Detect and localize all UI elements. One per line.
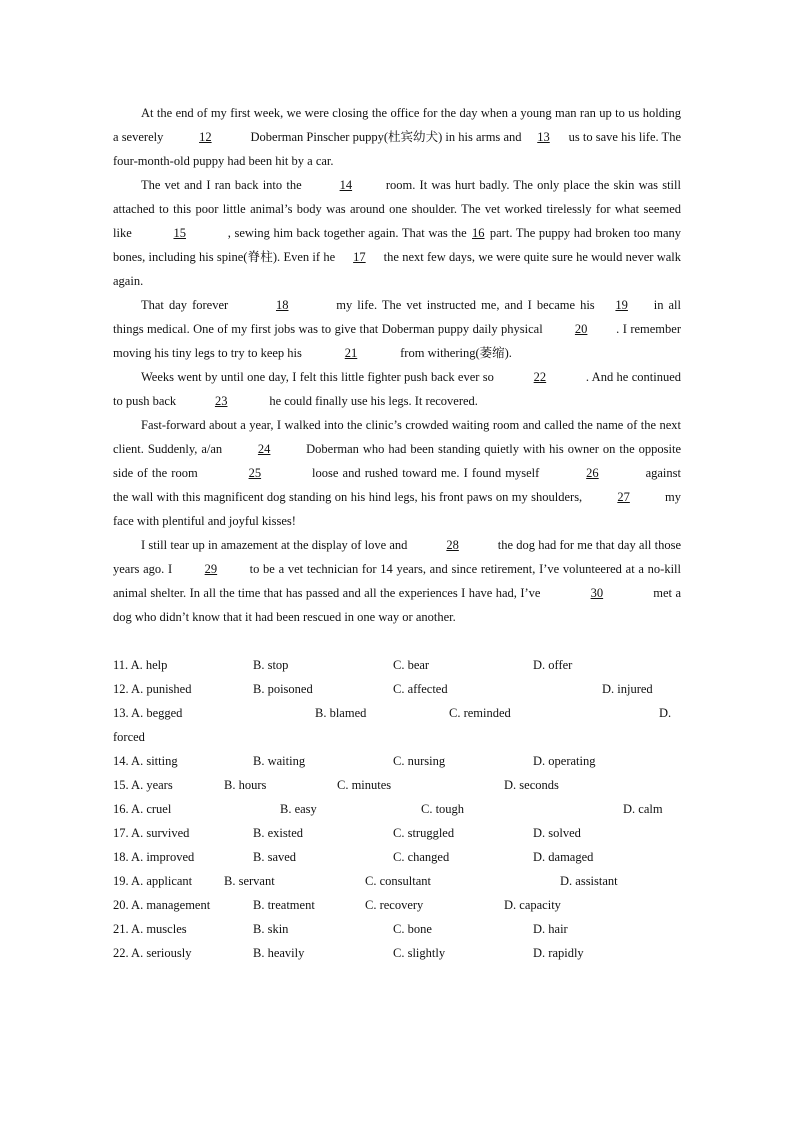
blank-16: 16 [472,226,485,240]
option-b: B. saved [253,850,297,864]
option-d: D. [659,706,672,720]
option-d: D. injured [602,682,653,696]
option-b: B. easy [280,802,317,816]
text: The vet and I ran back into the [141,178,306,192]
text: the next few days, we were quite sure he would never walk again. [113,250,681,288]
option-b: B. stop [253,658,289,672]
option-c: C. reminded [449,706,511,720]
option-d: D. hair [533,922,568,936]
option-row-12 [113,677,681,701]
option-a: 11. A. help [113,658,168,672]
option-a: 20. A. management [113,898,211,912]
option-c: C. struggled [393,826,455,840]
option-c: C. bear [393,658,430,672]
blank-21: 21 [344,346,358,360]
text: Fast-forward about a year, I walked into the clinic’s crowded waiting room and called the name of the next client. Suddenly, a/an [113,418,681,456]
text: Doberman Pinscher puppy(杜宾幼犬) in his arms and [247,130,522,144]
paragraph-6 [113,533,681,629]
option-a: 19. A. applicant [113,874,193,888]
options-list [113,653,681,965]
option-row-20 [113,893,681,917]
paragraph-4 [113,365,681,413]
blank-29: 29 [204,562,218,576]
option-c: C. recovery [365,898,424,912]
text: . I remember moving his tiny legs to try to keep his [113,322,681,360]
text: . And he continued to push back [113,370,681,408]
option-d: D. calm [623,802,663,816]
option-a: 16. A. cruel [113,802,172,816]
text: against the wall with this magnificent dog standing on his hind legs, his front paws on my shoulders, [113,466,681,504]
paragraph-2 [113,173,681,293]
text: Weeks went by until one day, I felt this little fighter push back ever so [141,370,494,384]
option-b: B. poisoned [253,682,313,696]
option-d: D. assistant [560,874,618,888]
paragraph-1 [113,101,681,173]
option-a: 14. A. sitting [113,754,178,768]
option-b: B. blamed [315,706,367,720]
blank-22: 22 [533,370,547,384]
option-c: C. consultant [365,874,431,888]
option-a: 17. A. survived [113,826,190,840]
option-b: B. heavily [253,946,305,960]
blank-17: 17 [353,250,366,264]
text: , sewing him back together again. That was the [227,226,471,240]
option-b: B. hours [224,778,267,792]
blank-12: 12 [199,130,212,144]
option-a: 18. A. improved [113,850,195,864]
blank-19: 19 [615,298,628,312]
option-row-13 [113,701,681,749]
option-a: 12. A. punished [113,682,192,696]
option-row-16 [113,797,681,821]
option-d: D. damaged [533,850,594,864]
blank-18: 18 [275,298,289,312]
option-d: D. operating [533,754,596,768]
option-c: C. changed [393,850,450,864]
blank-25: 25 [248,466,262,480]
text: us to save his life. The four-month-old puppy had been hit by a car. [113,130,681,168]
option-row-21 [113,917,681,941]
option-a: 22. A. seriously [113,946,192,960]
option-b: B. waiting [253,754,306,768]
paragraph-5 [113,413,681,533]
text: At the end of my first week, we were closing the office for the day when a young man ran up to us holding a severely [113,106,681,144]
option-d-continued: forced [113,730,145,744]
text: That day forever [141,298,234,312]
blank-28: 28 [446,538,459,552]
option-b: B. treatment [253,898,315,912]
blank-15: 15 [173,226,186,240]
option-b: B. servant [224,874,275,888]
option-c: C. affected [393,682,448,696]
option-row-14 [113,749,681,773]
option-row-15 [113,773,681,797]
blank-14: 14 [339,178,353,192]
option-a: 21. A. muscles [113,922,187,936]
option-a: 15. A. years [113,778,173,792]
text: room. It was hurt badly. The only place the skin was still attached to this poor little animal’s body was around one shoulder. The vet worked tirelessly for what seemed like [113,178,681,240]
blank-13: 13 [537,130,550,144]
option-c: C. bone [393,922,432,936]
text: my face with plentiful and joyful kisses! [113,490,681,528]
option-row-18 [113,845,681,869]
text: he could finally use his legs. It recovered. [266,394,478,408]
option-c: C. minutes [337,778,392,792]
text: loose and rushed toward me. I found myself [307,466,544,480]
option-d: D. rapidly [533,946,584,960]
document-page [113,101,681,965]
blank-26: 26 [586,466,599,480]
option-row-19 [113,869,681,893]
option-d: D. seconds [504,778,559,792]
blank-30: 30 [590,586,604,600]
option-row-11 [113,653,681,677]
option-d: D. offer [533,658,573,672]
option-row-17 [113,821,681,845]
option-d: D. solved [533,826,581,840]
blank-24: 24 [257,442,271,456]
option-b: B. skin [253,922,289,936]
text: met a dog who didn’t know that it had been rescued in one way or another. [113,586,681,624]
option-b: B. existed [253,826,303,840]
blank-20: 20 [574,322,588,336]
text: my life. The vet instructed me, and I became his [331,298,595,312]
option-c: C. slightly [393,946,446,960]
option-c: C. tough [421,802,465,816]
option-c: C. nursing [393,754,446,768]
text: in all things medical. One of my first jobs was to give that Doberman puppy daily physical [113,298,682,336]
blank-23: 23 [214,394,228,408]
paragraph-3 [113,293,681,365]
option-row-22 [113,941,681,965]
text: Doberman who had been standing quietly with his owner on the opposite side of the room [113,442,682,480]
blank-27: 27 [617,490,630,504]
text: from withering(萎缩). [397,346,512,360]
option-d: D. capacity [504,898,561,912]
text: to be a vet technician for 14 years, and since retirement, I’ve volunteered at a no-kill animal shelter. In all the time that has passed and all the experiences I have had, I’ve [113,562,681,600]
option-a: 13. A. begged [113,706,183,720]
text: the dog had for me that day all those years ago. I [113,538,681,576]
text: part. The puppy had broken too many bones, including his spine(脊柱). Even if he [113,226,681,264]
text: I still tear up in amazement at the display of love and [141,538,411,552]
